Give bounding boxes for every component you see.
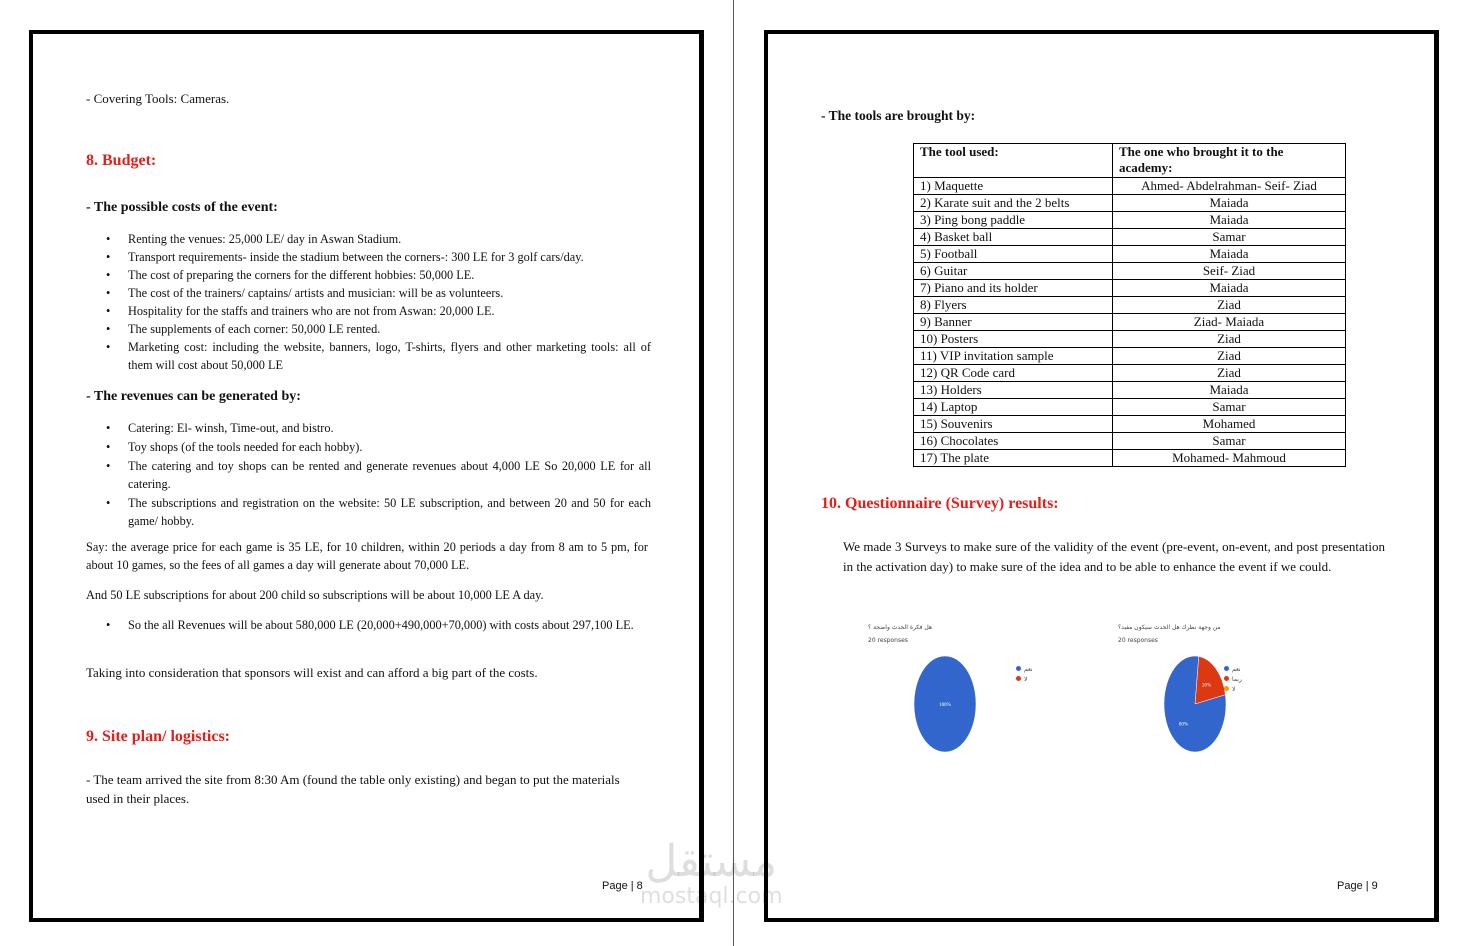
- legend-item: [1224, 666, 1241, 673]
- legend-label: لا: [1232, 686, 1236, 693]
- survey-heading: 10. Questionnaire (Survey) results:: [821, 495, 1059, 512]
- revenues-heading: - The revenues can be generated by:: [86, 389, 301, 404]
- total-list: [86, 616, 651, 634]
- tool-cell: 9) Banner: [914, 314, 1113, 331]
- table-row: [914, 450, 1346, 467]
- table-header: The tool used:: [914, 144, 1113, 178]
- legend-item: [1016, 676, 1027, 683]
- legend-item: [1224, 686, 1235, 693]
- slice-label: 80%: [1178, 722, 1188, 728]
- tool-cell: 17) The plate: [914, 450, 1113, 467]
- tool-cell: 14) Laptop: [914, 399, 1113, 416]
- tool-cell: 15) Souvenirs: [914, 416, 1113, 433]
- legend-dot-icon: [1016, 676, 1021, 681]
- legend-item: [1016, 666, 1033, 673]
- person-cell: Samar: [1113, 229, 1346, 246]
- tool-cell: 4) Basket ball: [914, 229, 1113, 246]
- table-row: [914, 348, 1346, 365]
- table-row: [914, 416, 1346, 433]
- tool-cell: 11) VIP invitation sample: [914, 348, 1113, 365]
- page-number: Page | 9: [1337, 880, 1378, 892]
- table-row: [914, 382, 1346, 399]
- table-row: [914, 365, 1346, 382]
- page-number: Page | 8: [602, 880, 643, 892]
- person-cell: Mohamed- Mahmoud: [1113, 450, 1346, 467]
- revenue-item: • Toy shops (of the tools needed for each hobby).: [86, 438, 651, 456]
- table-row: [914, 433, 1346, 450]
- sponsors-paragraph: Taking into consideration that sponsors will exist and can afford a big part of the costs.: [86, 665, 538, 680]
- slice-label: 100%: [939, 703, 951, 708]
- slice-label: 20%: [1202, 683, 1212, 689]
- person-cell: Ziad- Maiada: [1113, 314, 1346, 331]
- person-cell: Ziad: [1113, 331, 1346, 348]
- revenue-item: • The subscriptions and registration on the website: 50 LE subscription, and between 20 and 50 for each game/ hobby.: [86, 494, 651, 530]
- chart-responses: 20 responses: [868, 637, 908, 644]
- table-row: [914, 229, 1346, 246]
- revenues-list: [86, 419, 651, 531]
- legend-dot-icon: [1224, 686, 1229, 691]
- costs-heading: - The possible costs of the event:: [86, 200, 278, 215]
- revenue-item: • The catering and toy shops can be rented and generate revenues about 4,000 LE So 20,000 LE for all catering.: [86, 457, 651, 493]
- table-row: [914, 178, 1346, 195]
- person-cell: Samar: [1113, 433, 1346, 450]
- legend-label: نعم: [1024, 666, 1033, 673]
- chart-title: من وجهة نظرك هل الحدث سيكون مفيد؟: [1118, 624, 1221, 631]
- pie: [910, 654, 980, 754]
- person-cell: Seif- Ziad: [1113, 263, 1346, 280]
- legend-dot-icon: [1224, 666, 1229, 671]
- chart-title: هل فكرة الحدث واضحة ؟: [868, 624, 933, 631]
- cost-item: • The supplements of each corner: 50,000 LE rented.: [86, 320, 651, 338]
- table-row: [914, 212, 1346, 229]
- tool-cell: 8) Flyers: [914, 297, 1113, 314]
- person-cell: Ziad: [1113, 365, 1346, 382]
- cost-item: • Renting the venues: 25,000 LE/ day in Aswan Stadium.: [86, 230, 651, 248]
- table-header: The one who brought it to the academy:: [1113, 144, 1346, 178]
- person-cell: Maiada: [1113, 195, 1346, 212]
- person-cell: Ziad: [1113, 297, 1346, 314]
- cost-item: • The cost of preparing the corners for the different hobbies: 50,000 LE.: [86, 266, 651, 284]
- tool-cell: 13) Holders: [914, 382, 1113, 399]
- legend-item: [1224, 676, 1242, 683]
- tool-cell: 12) QR Code card: [914, 365, 1113, 382]
- table-row: [914, 297, 1346, 314]
- watermark-logo: مستقل mostaql.com: [640, 836, 783, 909]
- tool-cell: 7) Piano and its holder: [914, 280, 1113, 297]
- cost-item: • Hospitality for the staffs and trainers who are not from Aswan: 20,000 LE.: [86, 302, 651, 320]
- person-cell: Maiada: [1113, 280, 1346, 297]
- tool-cell: 1) Maquette: [914, 178, 1113, 195]
- legend-dot-icon: [1016, 666, 1021, 671]
- table-row: [914, 195, 1346, 212]
- legend-label: لا: [1024, 676, 1028, 683]
- cost-item: • The cost of the trainers/ captains/ artists and musician: will be as volunteers.: [86, 284, 651, 302]
- revenue-item: • Catering: El- winsh, Time-out, and bistro.: [86, 419, 651, 437]
- tools-table: [913, 143, 1346, 467]
- site-heading: 9. Site plan/ logistics:: [86, 728, 231, 745]
- tool-cell: 2) Karate suit and the 2 belts: [914, 195, 1113, 212]
- legend-dot-icon: [1224, 676, 1229, 681]
- cost-item: • Transport requirements- inside the stadium between the corners-: 300 LE for 3 golf cars/day.: [86, 248, 651, 266]
- pie-chart: [1118, 624, 1318, 774]
- table-row: [914, 314, 1346, 331]
- covering-tools: - Covering Tools: Cameras.: [86, 91, 230, 106]
- table-row: [914, 246, 1346, 263]
- tool-cell: 3) Ping bong paddle: [914, 212, 1113, 229]
- page-divider: [733, 0, 734, 946]
- legend-label: نعم: [1232, 666, 1241, 673]
- tool-cell: 6) Guitar: [914, 263, 1113, 280]
- chart-responses: 20 responses: [1118, 637, 1158, 644]
- table-row: [914, 263, 1346, 280]
- person-cell: Maiada: [1113, 212, 1346, 229]
- survey-text: We made 3 Surveys to make sure of the validity of the event (pre-event, on-event, and post presentation in the activation day) to make sure of the idea and to be able to enhance the event if we could.: [843, 539, 1385, 574]
- table-row: [914, 280, 1346, 297]
- pie-chart: [868, 624, 1068, 774]
- pie: [1160, 654, 1230, 754]
- person-cell: Samar: [1113, 399, 1346, 416]
- table-row: [914, 331, 1346, 348]
- person-cell: Maiada: [1113, 382, 1346, 399]
- cost-item: • Marketing cost: including the website, banners, logo, T-shirts, flyers and other marketing tools: all of them will cost about 50,000 LE: [86, 338, 651, 374]
- person-cell: Ziad: [1113, 348, 1346, 365]
- tool-cell: 10) Posters: [914, 331, 1113, 348]
- table-row: [914, 399, 1346, 416]
- tool-cell: 5) Football: [914, 246, 1113, 263]
- costs-list: [86, 230, 651, 374]
- person-cell: Maiada: [1113, 246, 1346, 263]
- site-text: - The team arrived the site from 8:30 Am (found the table only existing) and began to put the materials used in their places.: [86, 772, 620, 806]
- page-9: [764, 30, 1439, 922]
- tool-cell: 16) Chocolates: [914, 433, 1113, 450]
- page-8: [29, 30, 704, 922]
- person-cell: Mohamed: [1113, 416, 1346, 433]
- person-cell: Ahmed- Abdelrahman- Seif- Ziad: [1113, 178, 1346, 195]
- legend-label: ربما: [1232, 676, 1242, 683]
- tools-heading: - The tools are brought by:: [821, 108, 976, 123]
- subscriptions-paragraph: And 50 LE subscriptions for about 200 child so subscriptions will be about 10,000 LE A day.: [86, 588, 544, 602]
- total-revenues: • So the all Revenues will be about 580,000 LE (20,000+490,000+70,000) with costs about 297,100 LE.: [86, 616, 651, 634]
- say-paragraph: Say: the average price for each game is 35 LE, for 10 children, within 20 periods a day from 8 am to 5 pm, for about 10 games, so the fees of all games a day will generate about 70,000 LE.: [86, 540, 648, 572]
- budget-heading: 8. Budget:: [86, 152, 157, 169]
